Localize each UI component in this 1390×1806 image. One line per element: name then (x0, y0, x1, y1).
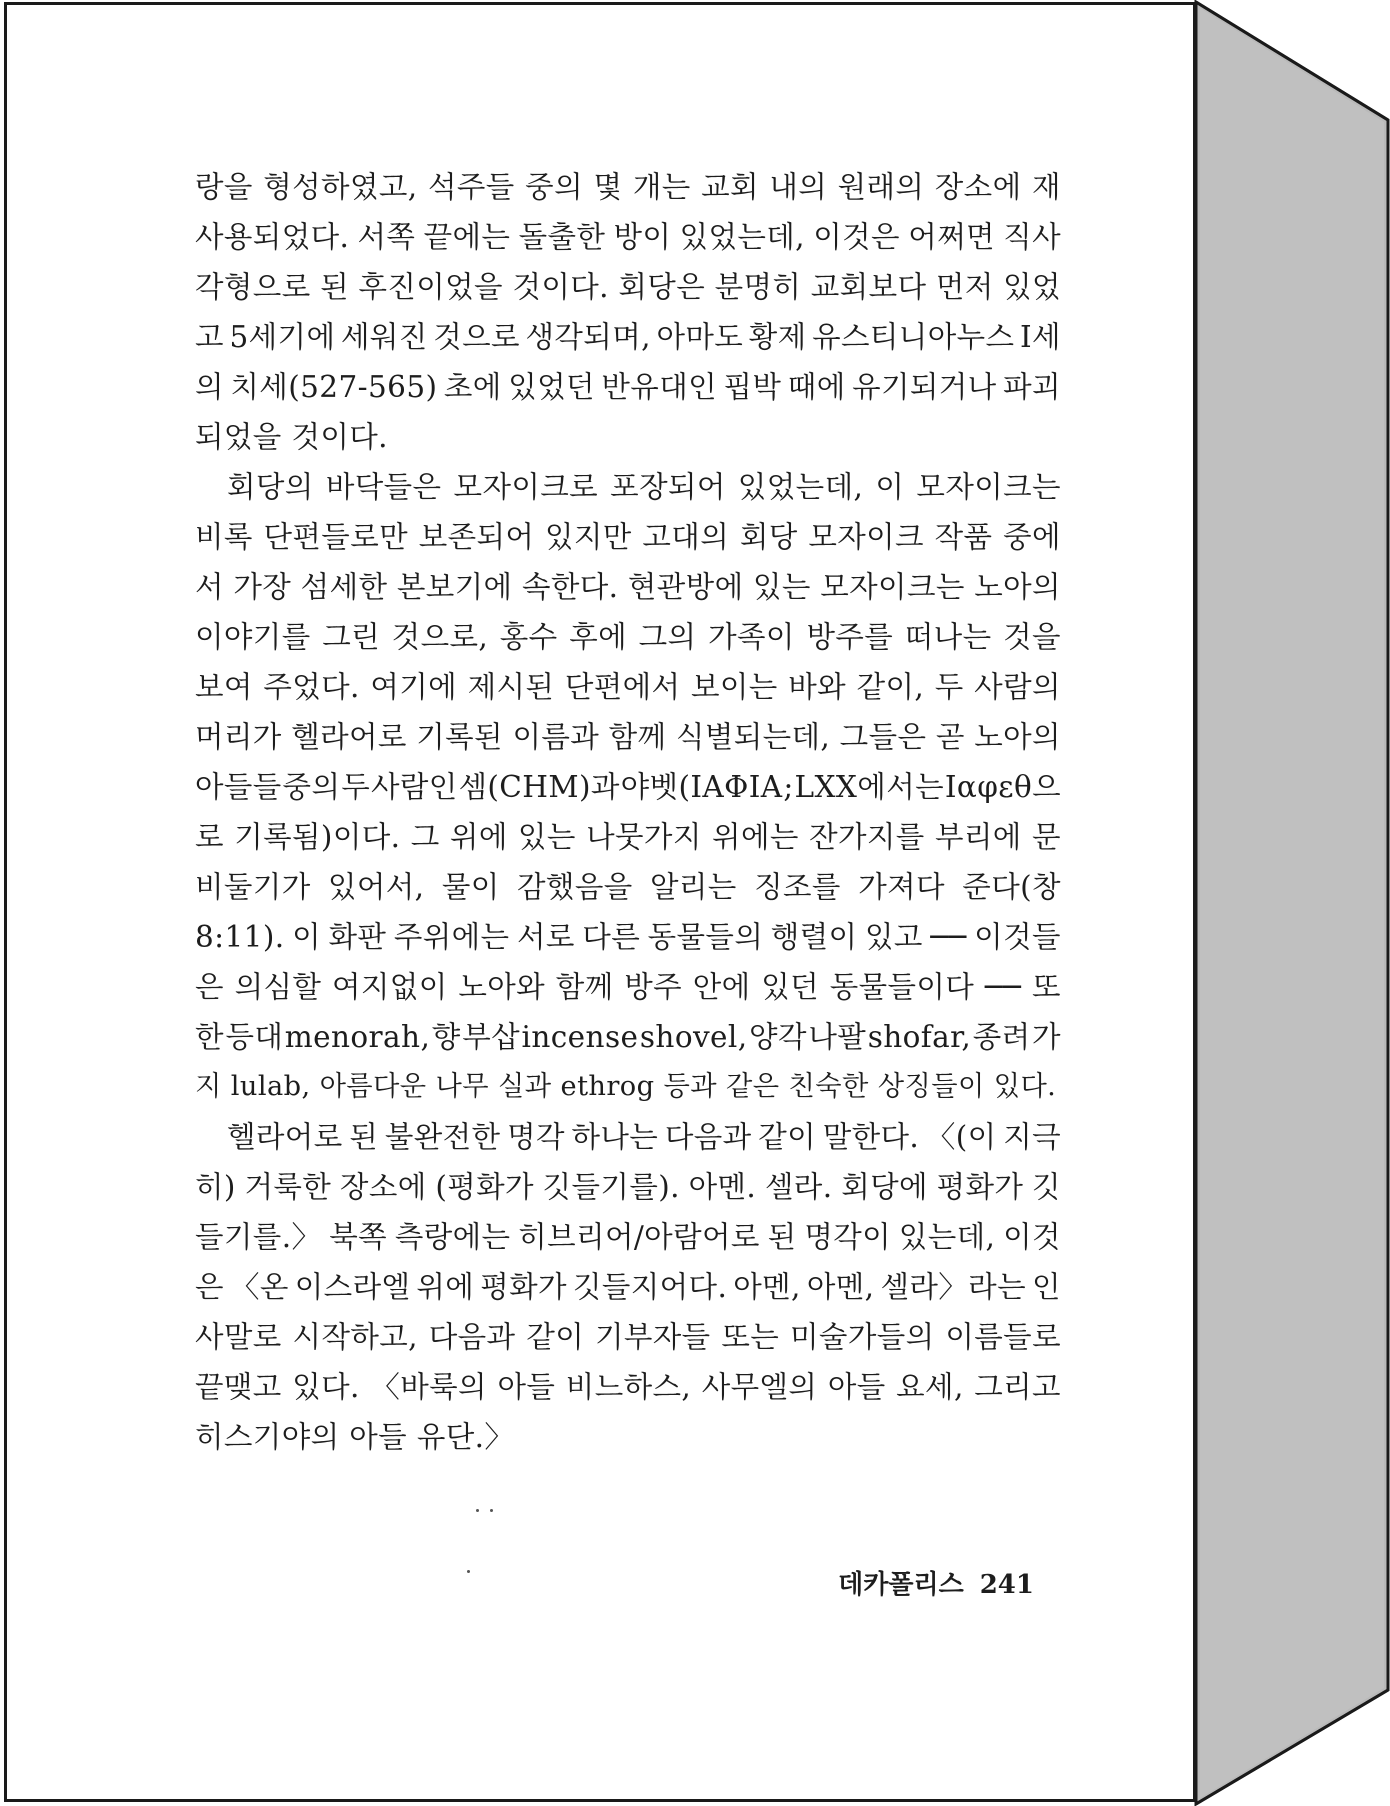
scan-speck (476, 1509, 479, 1512)
text-line: 되었을 것이다. (195, 420, 388, 454)
text-line: 한 등대 menorah, 향 부삽 incense shovel, 양각 나팔 shofar, 종려 가 (195, 1020, 1061, 1054)
text-line: 이야기를 그린 것으로, 홍수 후에 그의 가족이 방주를 떠나는 것을 (195, 620, 1061, 654)
text-line: 랑을 형성하였고, 석주들 중의 몇 개는 교회 내의 원래의 장소에 재 (195, 170, 1061, 204)
text-line: 헬라어로 된 불완전한 명각 하나는 다음과 같이 말한다. 〈(이 지극 (227, 1120, 1061, 1154)
text-line: 비둘기가 있어서, 물이 감했음을 알리는 징조를 가져다 준다(창 (195, 870, 1061, 904)
text-line: 8:11). 이 화판 주위에는 서로 다른 동물들의 행렬이 있고 ── 이것들 (195, 920, 1061, 954)
text-line: 머리가 헬라어로 기록된 이름과 함께 식별되는데, 그들은 곧 노아의 (195, 720, 1061, 754)
scan-speck (490, 1509, 493, 1512)
text-line: 은 〈온 이스라엘 위에 평화가 깃들지어다. 아멘, 아멘, 셀라〉라는 인 (195, 1270, 1061, 1304)
page-number: 241 (979, 1570, 1034, 1600)
book-side-shade (1200, 8, 1384, 1798)
text-line: 서 가장 섬세한 본보기에 속한다. 현관방에 있는 모자이크는 노아의 (195, 570, 1061, 604)
text-line: 지 lulab, 아름다운 나무 실과 ethrog 등과 같은 친숙한 상징들이 있다. (195, 1071, 1057, 1102)
paragraph (195, 162, 1061, 462)
text-line: 아들들 중의 두 사람인 셈(CHM)과 야벳(ΙΑΦΙΑ ; LXX에서는 Ιαφεθ으 (195, 770, 1061, 804)
text-line: 고 5세기에 세워진 것으로 생각되며, 아마도 황제 유스티니아누스 I세 (195, 320, 1061, 354)
text-line: 각형으로 된 후진이었을 것이다. 회당은 분명히 교회보다 먼저 있었 (195, 270, 1061, 304)
paragraph (195, 462, 1061, 1112)
text-line: 들기를.〉 북쪽 측랑에는 히브리어/아람어로 된 명각이 있는데, 이것 (195, 1220, 1061, 1254)
scan-speck (467, 1570, 470, 1573)
page-footer (838, 1564, 1034, 1601)
text-line: 은 의심할 여지없이 노아와 함께 방주 안에 있던 동물들이다 ── 또 (195, 970, 1061, 1004)
text-line: 사용되었다. 서쪽 끝에는 돌출한 방이 있었는데, 이것은 어쩌면 직사 (195, 220, 1061, 254)
text-line: 사말로 시작하고, 다음과 같이 기부자들 또는 미술가들의 이름들로 (195, 1320, 1061, 1354)
text-line: 보여 주었다. 여기에 제시된 단편에서 보이는 바와 같이, 두 사람의 (195, 670, 1061, 704)
text-line: 히) 거룩한 장소에 (평화가 깃들기를). 아멘. 셀라. 회당에 평화가 깃 (195, 1170, 1061, 1204)
text-line: 로 기록됨)이다. 그 위에 있는 나뭇가지 위에는 잔가지를 부리에 문 (195, 820, 1061, 854)
paragraph (195, 1112, 1061, 1462)
text-line: 의 치세(527-565) 초에 있었던 반유대인 핍박 때에 유기되거나 파괴 (195, 370, 1061, 404)
text-line: 히스기야의 아들 유단.〉 (195, 1420, 515, 1454)
text-line: 회당의 바닥들은 모자이크로 포장되어 있었는데, 이 모자이크는 (227, 470, 1061, 504)
body-text (195, 162, 1061, 1462)
running-head: 데카폴리스 (838, 1570, 964, 1600)
text-line: 비록 단편들로만 보존되어 있지만 고대의 회당 모자이크 작품 중에 (195, 520, 1061, 554)
text-line: 끝맺고 있다. 〈바룩의 아들 비느하스, 사무엘의 아들 요세, 그리고 (195, 1370, 1061, 1404)
